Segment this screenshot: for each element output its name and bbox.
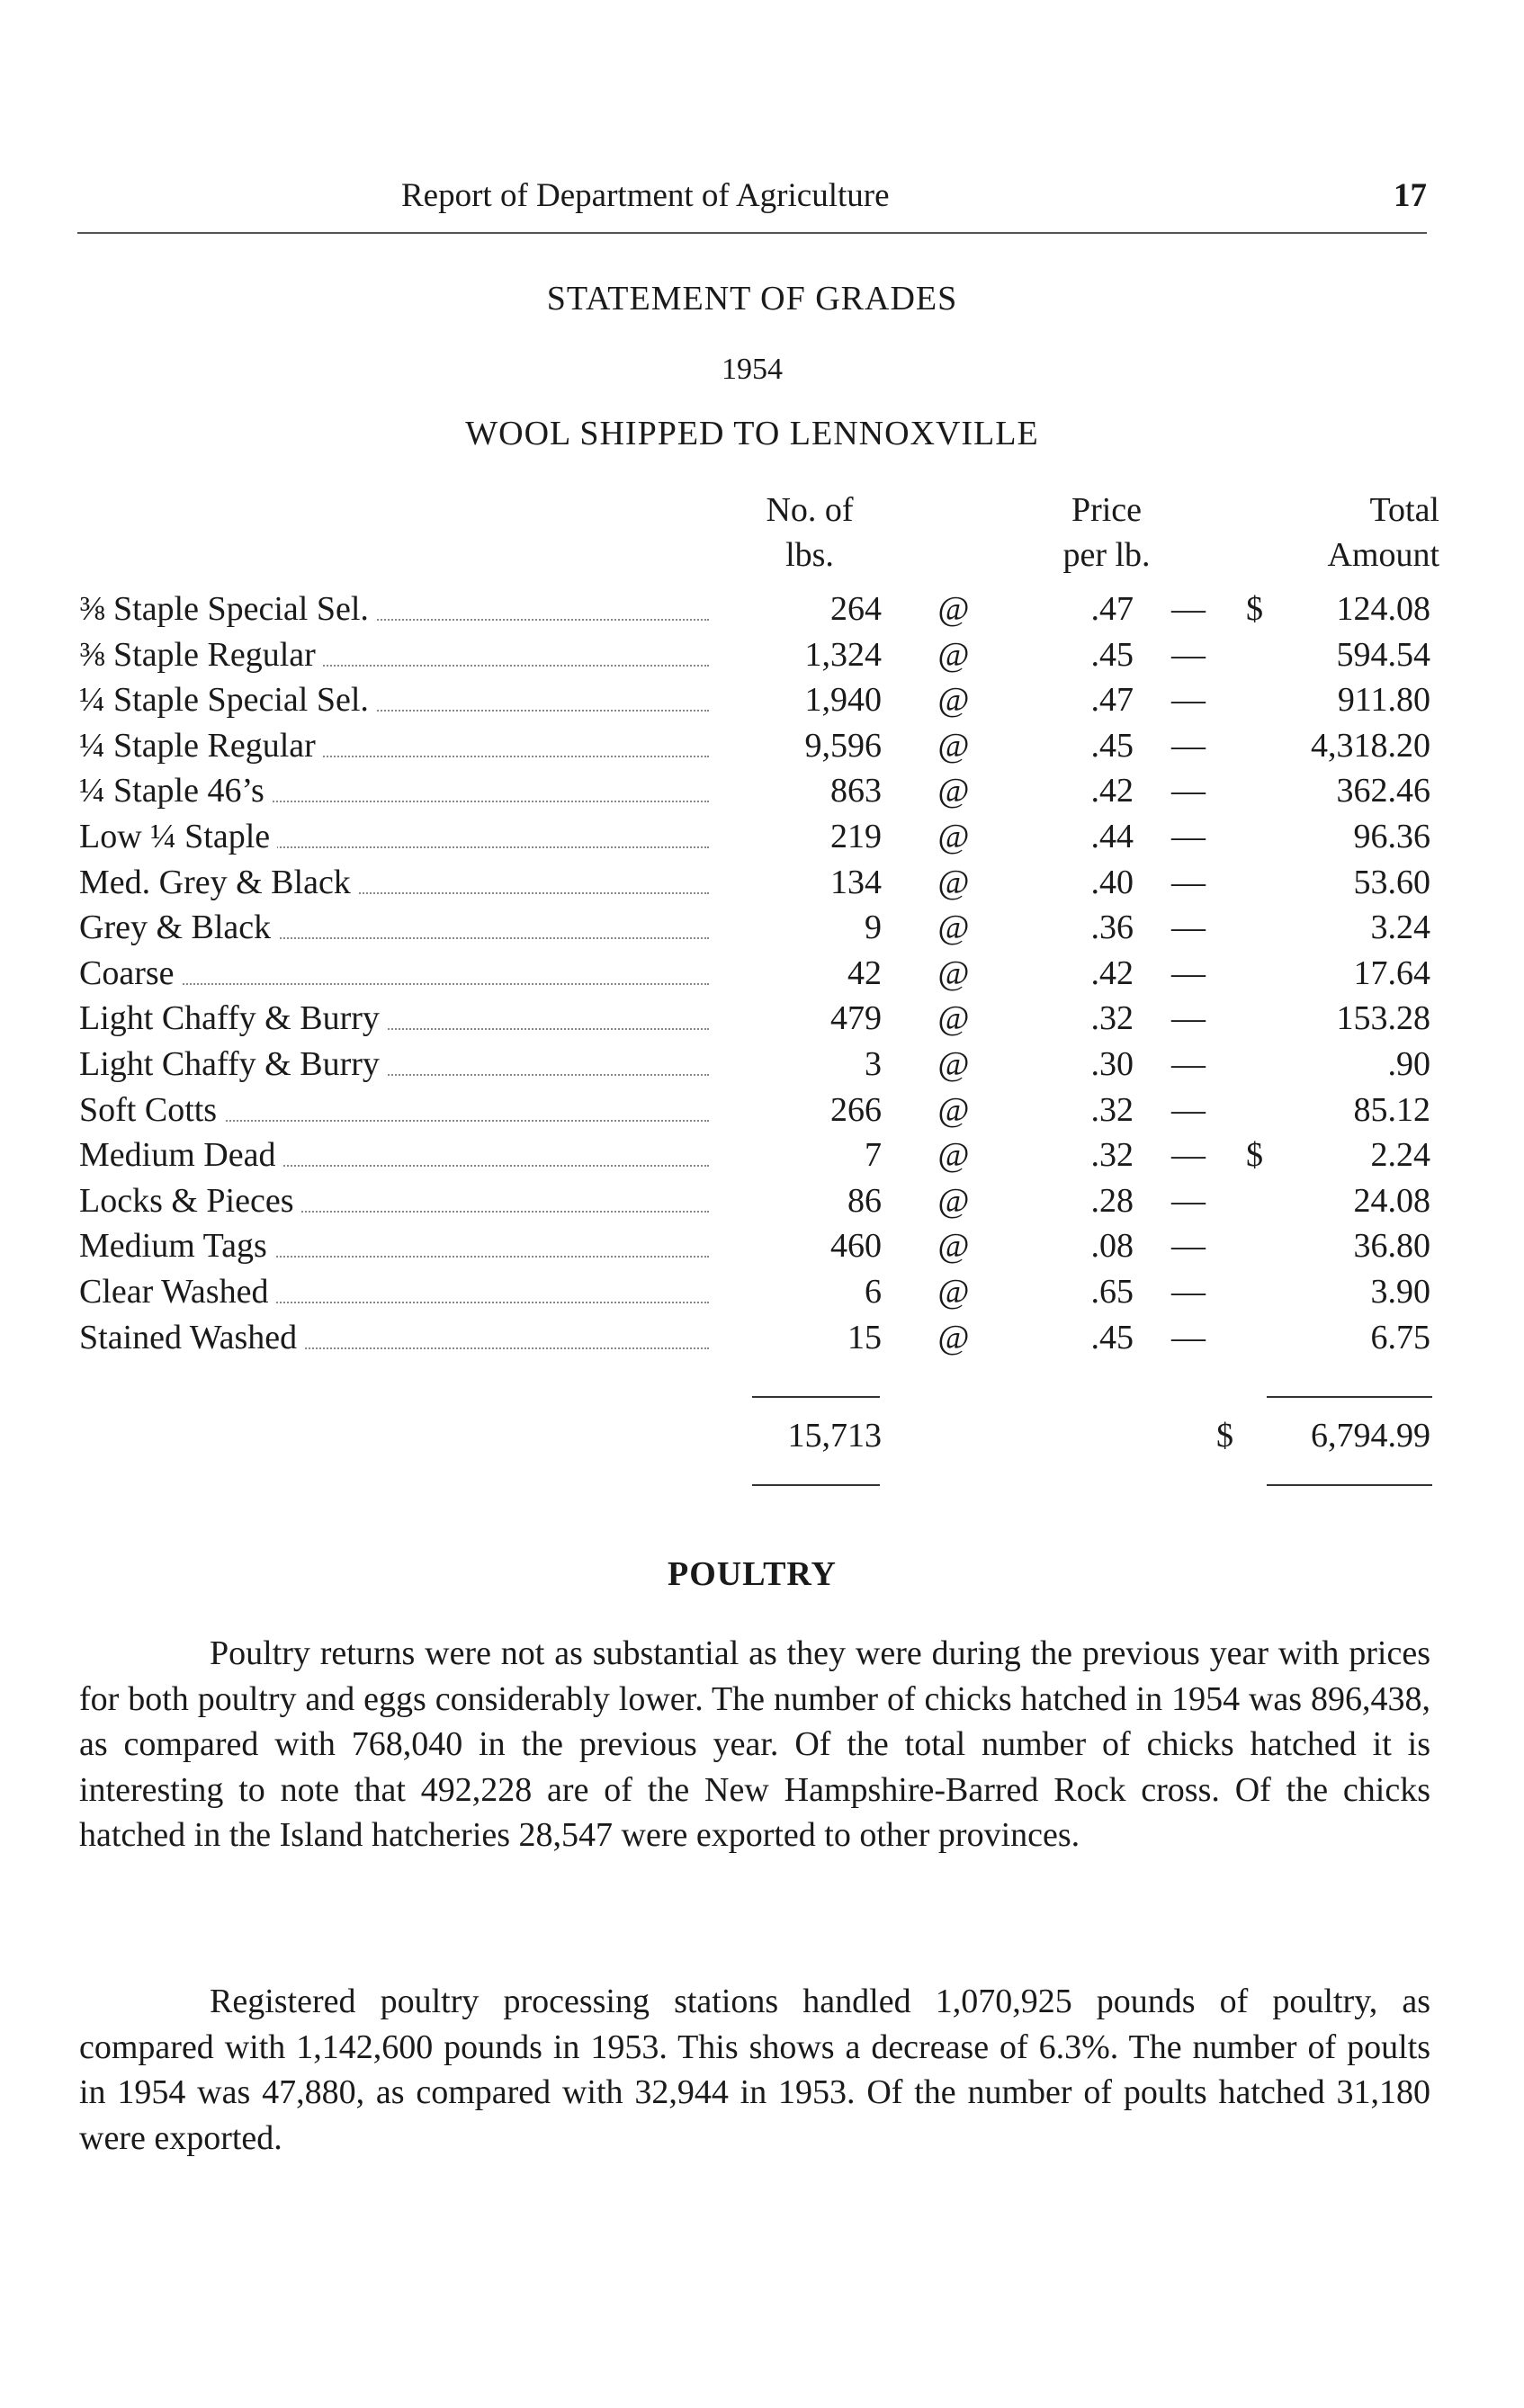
row-dash: — — [1171, 635, 1206, 674]
total-dollar-sign: $ — [1216, 1417, 1233, 1455]
row-lbs: 1,324 — [804, 635, 882, 674]
row-grade-label: Medium Dead — [79, 1136, 282, 1174]
table-row — [0, 951, 1524, 997]
row-price: .45 — [1090, 635, 1134, 674]
row-lbs: 7 — [865, 1136, 882, 1175]
row-at-sign: @ — [937, 726, 970, 765]
row-lbs: 9 — [865, 909, 882, 947]
row-amount: 53.60 — [1353, 863, 1430, 901]
row-at-sign: @ — [937, 1318, 970, 1356]
table-row — [0, 905, 1524, 951]
table-row — [0, 677, 1524, 723]
table-row — [0, 632, 1524, 678]
table-row — [0, 723, 1524, 769]
row-price: .45 — [1090, 726, 1134, 765]
column-header-lbs-line2: lbs. — [785, 536, 834, 574]
row-lbs: 863 — [830, 772, 882, 810]
row-grade — [79, 1088, 709, 1133]
amount-total-rule-top — [1267, 1396, 1432, 1398]
row-at-sign: @ — [937, 1090, 970, 1129]
table-row — [0, 1315, 1524, 1361]
row-at-sign: @ — [937, 999, 970, 1038]
row-dash: — — [1171, 909, 1206, 947]
row-at-sign: @ — [937, 681, 970, 720]
row-grade — [79, 1223, 709, 1269]
row-lbs: 6 — [865, 1272, 882, 1311]
lbs-total-rule-top — [752, 1396, 880, 1398]
row-price: .44 — [1090, 817, 1134, 855]
row-amount: 3.24 — [1370, 909, 1430, 947]
row-grade-label: ⅜ Staple Regular — [79, 636, 323, 674]
row-lbs: 460 — [830, 1227, 882, 1266]
statement-subtitle: WOOL SHIPPED TO LENNOXVILLE — [465, 415, 1039, 452]
row-at-sign: @ — [937, 1044, 970, 1083]
row-amount: 153.28 — [1336, 999, 1430, 1038]
statement-title: STATEMENT OF GRADES — [546, 280, 958, 318]
row-price: .45 — [1090, 1318, 1134, 1356]
row-price: .32 — [1090, 1090, 1134, 1129]
row-dash: — — [1171, 772, 1206, 810]
row-grade — [79, 1315, 709, 1361]
row-dollar-sign: $ — [1246, 1136, 1263, 1175]
row-grade — [79, 1178, 709, 1224]
row-lbs: 1,940 — [804, 681, 882, 720]
page-number: 17 — [1394, 177, 1427, 214]
row-price: .40 — [1090, 863, 1134, 901]
row-at-sign: @ — [937, 635, 970, 674]
row-amount: 911.80 — [1337, 681, 1430, 720]
row-price: .08 — [1090, 1227, 1134, 1266]
row-grade-label: ⅜ Staple Special Sel. — [79, 590, 376, 628]
row-dash: — — [1171, 1136, 1206, 1175]
row-amount: 85.12 — [1353, 1090, 1430, 1129]
row-price: .28 — [1090, 1181, 1134, 1220]
row-amount: 124.08 — [1336, 590, 1430, 628]
row-lbs: 86 — [847, 1181, 882, 1220]
column-header-total-line2: Amount — [1327, 536, 1439, 574]
table-row — [0, 814, 1524, 860]
column-header-price-line1: Price — [1071, 491, 1143, 529]
row-amount: 96.36 — [1353, 817, 1430, 855]
poultry-paragraph-1: Poultry returns were not as substantial as they were during the previous year with prices for both poultry and eggs considerably lower. The number of chicks hatched in 1954 was 896,438, as compared with 768,040 in the previous year. Of the total number of chicks hatched it is interesting to note that 492,228 are of the New Hampshire-Barred Rock cross. Of the chicks hatched in the Island hatcheries 28,547 were exported to other provinces. — [79, 1634, 1430, 1854]
row-lbs: 3 — [865, 1044, 882, 1083]
row-grade — [79, 768, 709, 814]
row-grade-label: Med. Grey & Black — [79, 864, 358, 901]
row-price: .42 — [1090, 953, 1134, 992]
column-header-lbs — [711, 488, 909, 577]
table-row — [0, 586, 1524, 632]
row-lbs: 219 — [830, 817, 882, 855]
lbs-total-rule-bottom — [752, 1484, 880, 1486]
row-amount: 36.80 — [1353, 1227, 1430, 1266]
row-lbs: 479 — [830, 999, 882, 1038]
grades-table — [0, 586, 1524, 1360]
row-dash: — — [1171, 953, 1206, 992]
row-price: .42 — [1090, 772, 1134, 810]
row-price: .32 — [1090, 999, 1134, 1038]
row-lbs: 15 — [847, 1318, 882, 1356]
row-at-sign: @ — [937, 817, 970, 855]
row-at-sign: @ — [937, 863, 970, 901]
row-price: .36 — [1090, 909, 1134, 947]
row-grade-label: Low ¼ Staple — [79, 818, 277, 855]
row-grade — [79, 905, 709, 951]
row-at-sign: @ — [937, 1227, 970, 1266]
row-at-sign: @ — [937, 1181, 970, 1220]
row-price: .32 — [1090, 1136, 1134, 1175]
row-grade-label: Grey & Black — [79, 909, 278, 946]
table-row — [0, 1269, 1524, 1315]
row-at-sign: @ — [937, 909, 970, 947]
row-dash: — — [1171, 863, 1206, 901]
row-dash: — — [1171, 590, 1206, 628]
row-grade — [79, 632, 709, 678]
row-amount: 4,318.20 — [1311, 726, 1430, 765]
row-lbs: 264 — [830, 590, 882, 628]
row-grade — [79, 723, 709, 769]
row-grade-label: ¼ Staple 46’s — [79, 772, 272, 810]
row-dash: — — [1171, 1181, 1206, 1220]
row-grade — [79, 1042, 709, 1088]
row-grade — [79, 677, 709, 723]
row-grade — [79, 1132, 709, 1178]
row-at-sign: @ — [937, 772, 970, 810]
row-lbs: 9,596 — [804, 726, 882, 765]
row-grade — [79, 860, 709, 906]
row-lbs: 134 — [830, 863, 882, 901]
row-amount: 594.54 — [1336, 635, 1430, 674]
row-amount: 362.46 — [1336, 772, 1430, 810]
report-title: Report of Department of Agriculture — [401, 177, 890, 214]
table-row — [0, 1178, 1524, 1224]
row-price: .47 — [1090, 681, 1134, 720]
table-row — [0, 1132, 1524, 1178]
row-at-sign: @ — [937, 1272, 970, 1311]
table-row — [0, 860, 1524, 906]
table-row — [0, 996, 1524, 1042]
table-row — [0, 768, 1524, 814]
poultry-heading: POULTRY — [668, 1555, 837, 1593]
row-grade-label: ¼ Staple Regular — [79, 727, 323, 765]
row-grade-label: Light Chaffy & Burry — [79, 999, 387, 1037]
row-amount: 3.90 — [1370, 1272, 1430, 1311]
row-grade-label: ¼ Staple Special Sel. — [79, 681, 376, 719]
row-grade-label: Soft Cotts — [79, 1091, 224, 1129]
row-amount: 2.24 — [1370, 1136, 1430, 1175]
row-amount: 24.08 — [1353, 1181, 1430, 1220]
row-grade — [79, 951, 709, 997]
column-header-price — [999, 488, 1215, 577]
row-amount: 17.64 — [1353, 953, 1430, 992]
row-price: .47 — [1090, 590, 1134, 628]
column-header-total — [1260, 488, 1439, 577]
total-lbs: 15,713 — [787, 1417, 882, 1455]
table-row — [0, 1223, 1524, 1269]
row-at-sign: @ — [937, 953, 970, 992]
row-amount: .90 — [1387, 1044, 1430, 1083]
row-dash: — — [1171, 1318, 1206, 1356]
row-price: .30 — [1090, 1044, 1134, 1083]
table-row — [0, 1088, 1524, 1133]
row-dollar-sign: $ — [1246, 590, 1263, 628]
row-at-sign: @ — [937, 1136, 970, 1175]
row-lbs: 266 — [830, 1090, 882, 1129]
row-dash: — — [1171, 1272, 1206, 1311]
column-header-lbs-line1: No. of — [766, 491, 854, 529]
row-at-sign: @ — [937, 590, 970, 628]
running-header — [77, 176, 1427, 221]
row-dash: — — [1171, 1044, 1206, 1083]
row-lbs: 42 — [847, 953, 882, 992]
row-grade — [79, 1269, 709, 1315]
row-dash: — — [1171, 1227, 1206, 1266]
row-grade-label: Medium Tags — [79, 1227, 274, 1265]
total-amount: 6,794.99 — [1311, 1417, 1430, 1455]
row-grade-label: Clear Washed — [79, 1273, 275, 1311]
table-row — [0, 1042, 1524, 1088]
row-grade-label: Light Chaffy & Burry — [79, 1045, 387, 1083]
row-grade-label: Locks & Pieces — [79, 1182, 301, 1220]
row-grade — [79, 586, 709, 632]
row-dash: — — [1171, 817, 1206, 855]
row-dash: — — [1171, 681, 1206, 720]
row-grade — [79, 814, 709, 860]
row-grade-label: Coarse — [79, 954, 182, 992]
row-grade-label: Stained Washed — [79, 1319, 304, 1356]
header-rule — [77, 232, 1427, 234]
row-dash: — — [1171, 1090, 1206, 1129]
column-header-price-line2: per lb. — [1062, 536, 1151, 574]
row-grade — [79, 996, 709, 1042]
row-amount: 6.75 — [1370, 1318, 1430, 1356]
row-price: .65 — [1090, 1272, 1134, 1311]
row-dash: — — [1171, 999, 1206, 1038]
totals-row — [0, 1412, 1524, 1459]
column-header-total-line1: Total — [1369, 491, 1439, 529]
row-dash: — — [1171, 726, 1206, 765]
statement-year: 1954 — [722, 353, 783, 386]
amount-total-rule-bottom — [1267, 1484, 1432, 1486]
poultry-paragraph-2: Registered poultry processing stations handled 1,070,925 pounds of poultry, as compared with 1,142,600 pounds in 1953. This shows a decrease of 6.3%. The number of poults in 1954 was 47,880, as compared with 32,944 in 1953. Of the number of poults hatched 31,180 were exported. — [79, 1983, 1430, 2157]
